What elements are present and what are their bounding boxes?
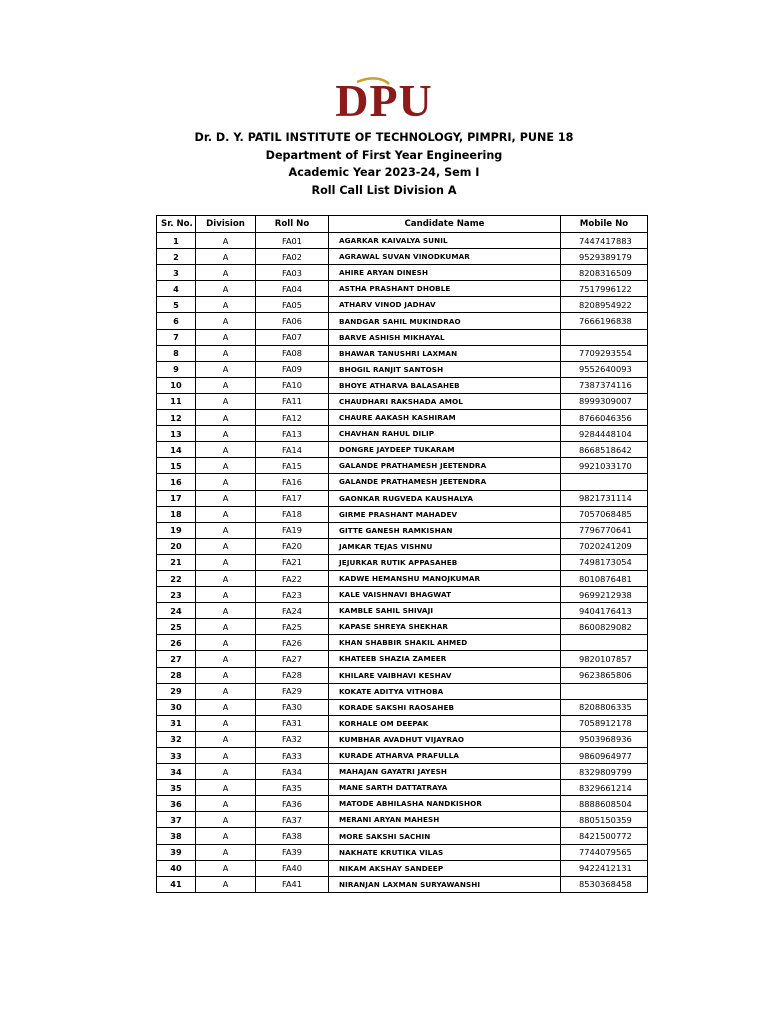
cell-mobile-no: 8888608504 <box>561 796 648 812</box>
cell-sr-no: 16 <box>157 474 196 490</box>
table-row <box>157 538 648 554</box>
cell-candidate-name: GALANDE PRATHAMESH JEETENDRA <box>329 474 561 490</box>
column-header-candidate-name: Candidate Name <box>329 216 561 233</box>
cell-sr-no: 15 <box>157 458 196 474</box>
cell-division: A <box>196 522 256 538</box>
cell-roll-no: FA28 <box>256 667 329 683</box>
cell-division: A <box>196 490 256 506</box>
cell-candidate-name: KAPASE SHREYA SHEKHAR <box>329 619 561 635</box>
cell-division: A <box>196 426 256 442</box>
cell-candidate-name: KORADE SAKSHI RAOSAHEB <box>329 699 561 715</box>
cell-mobile-no: 8999309007 <box>561 393 648 409</box>
cell-sr-no: 32 <box>157 731 196 747</box>
cell-sr-no: 36 <box>157 796 196 812</box>
cell-mobile-no: 7020241209 <box>561 538 648 554</box>
cell-sr-no: 39 <box>157 844 196 860</box>
cell-sr-no: 13 <box>157 426 196 442</box>
cell-division: A <box>196 265 256 281</box>
dpu-logo-mark <box>319 74 449 124</box>
cell-division: A <box>196 699 256 715</box>
cell-mobile-no: 8208954922 <box>561 297 648 313</box>
cell-roll-no: FA13 <box>256 426 329 442</box>
table-row <box>157 410 648 426</box>
cell-candidate-name: DONGRE JAYDEEP TUKARAM <box>329 442 561 458</box>
cell-roll-no: FA29 <box>256 683 329 699</box>
cell-division: A <box>196 281 256 297</box>
cell-roll-no: FA14 <box>256 442 329 458</box>
cell-roll-no: FA11 <box>256 393 329 409</box>
cell-candidate-name: KOKATE ADITYA VITHOBA <box>329 683 561 699</box>
table-row <box>157 812 648 828</box>
cell-roll-no: FA33 <box>256 748 329 764</box>
table-row <box>157 249 648 265</box>
cell-roll-no: FA17 <box>256 490 329 506</box>
cell-sr-no: 27 <box>157 651 196 667</box>
cell-sr-no: 4 <box>157 281 196 297</box>
cell-mobile-no <box>561 683 648 699</box>
cell-mobile-no <box>561 635 648 651</box>
table-row <box>157 265 648 281</box>
cell-candidate-name: CHAVHAN RAHUL DILIP <box>329 426 561 442</box>
table-row <box>157 297 648 313</box>
cell-roll-no: FA25 <box>256 619 329 635</box>
cell-roll-no: FA05 <box>256 297 329 313</box>
list-title: Roll Call List Division A <box>311 184 457 198</box>
table-row <box>157 313 648 329</box>
cell-mobile-no <box>561 474 648 490</box>
logo-text: DPU <box>335 75 433 124</box>
column-header-division: Division <box>196 216 256 233</box>
cell-roll-no: FA23 <box>256 587 329 603</box>
cell-division: A <box>196 748 256 764</box>
table-row <box>157 748 648 764</box>
table-header-row <box>157 216 648 233</box>
cell-candidate-name: GALANDE PRATHAMESH JEETENDRA <box>329 458 561 474</box>
cell-roll-no: FA40 <box>256 860 329 876</box>
cell-candidate-name: NAKHATE KRUTIKA VILAS <box>329 844 561 860</box>
cell-division: A <box>196 313 256 329</box>
table-row <box>157 426 648 442</box>
column-header-roll-no: Roll No <box>256 216 329 233</box>
cell-candidate-name: MERANI ARYAN MAHESH <box>329 812 561 828</box>
table-row <box>157 393 648 409</box>
cell-division: A <box>196 715 256 731</box>
cell-division: A <box>196 651 256 667</box>
cell-roll-no: FA12 <box>256 410 329 426</box>
cell-candidate-name: KAMBLE SAHIL SHIVAJI <box>329 603 561 619</box>
cell-candidate-name: CHAURE AAKASH KASHIRAM <box>329 410 561 426</box>
cell-candidate-name: BARVE ASHISH MIKHAYAL <box>329 329 561 345</box>
table-row <box>157 667 648 683</box>
cell-sr-no: 17 <box>157 490 196 506</box>
cell-division: A <box>196 442 256 458</box>
cell-division: A <box>196 458 256 474</box>
academic-year: Academic Year 2023-24, Sem I <box>288 166 480 180</box>
cell-mobile-no: 8600829082 <box>561 619 648 635</box>
cell-division: A <box>196 297 256 313</box>
cell-division: A <box>196 812 256 828</box>
table-row <box>157 828 648 844</box>
cell-mobile-no: 7058912178 <box>561 715 648 731</box>
cell-candidate-name: MORE SAKSHI SACHIN <box>329 828 561 844</box>
cell-candidate-name: KHILARE VAIBHAVI KESHAV <box>329 667 561 683</box>
cell-roll-no: FA16 <box>256 474 329 490</box>
cell-roll-no: FA02 <box>256 249 329 265</box>
table-row <box>157 281 648 297</box>
table-row <box>157 699 648 715</box>
cell-mobile-no: 8329661214 <box>561 780 648 796</box>
table-row <box>157 506 648 522</box>
cell-roll-no: FA24 <box>256 603 329 619</box>
cell-sr-no: 11 <box>157 393 196 409</box>
cell-division: A <box>196 860 256 876</box>
cell-candidate-name: MAHAJAN GAYATRI JAYESH <box>329 764 561 780</box>
cell-candidate-name: KADWE HEMANSHU MANOJKUMAR <box>329 570 561 586</box>
table-row <box>157 233 648 249</box>
cell-mobile-no: 7744079565 <box>561 844 648 860</box>
cell-candidate-name: ATHARV VINOD JADHAV <box>329 297 561 313</box>
cell-mobile-no: 8329809799 <box>561 764 648 780</box>
cell-candidate-name: MATODE ABHILASHA NANDKISHOR <box>329 796 561 812</box>
cell-roll-no: FA10 <box>256 377 329 393</box>
department-name: Department of First Year Engineering <box>265 148 503 162</box>
table-row <box>157 570 648 586</box>
table-row <box>157 522 648 538</box>
cell-sr-no: 12 <box>157 410 196 426</box>
table-row <box>157 780 648 796</box>
cell-mobile-no: 8805150359 <box>561 812 648 828</box>
table-row <box>157 796 648 812</box>
table-row <box>157 683 648 699</box>
cell-division: A <box>196 780 256 796</box>
cell-division: A <box>196 345 256 361</box>
cell-sr-no: 14 <box>157 442 196 458</box>
cell-candidate-name: NIKAM AKSHAY SANDEEP <box>329 860 561 876</box>
cell-sr-no: 26 <box>157 635 196 651</box>
cell-division: A <box>196 506 256 522</box>
cell-mobile-no: 9284448104 <box>561 426 648 442</box>
cell-mobile-no: 7517996122 <box>561 281 648 297</box>
cell-roll-no: FA32 <box>256 731 329 747</box>
cell-sr-no: 31 <box>157 715 196 731</box>
cell-division: A <box>196 538 256 554</box>
table-row <box>157 715 648 731</box>
cell-sr-no: 5 <box>157 297 196 313</box>
cell-candidate-name: AGARKAR KAIVALYA SUNIL <box>329 233 561 249</box>
table-body <box>157 233 648 893</box>
cell-sr-no: 7 <box>157 329 196 345</box>
cell-candidate-name: MANE SARTH DATTATRAYA <box>329 780 561 796</box>
cell-sr-no: 2 <box>157 249 196 265</box>
table-row <box>157 635 648 651</box>
cell-candidate-name: BHOYE ATHARVA BALASAHEB <box>329 377 561 393</box>
cell-roll-no: FA07 <box>256 329 329 345</box>
cell-sr-no: 30 <box>157 699 196 715</box>
cell-division: A <box>196 828 256 844</box>
cell-roll-no: FA19 <box>256 522 329 538</box>
cell-candidate-name: KURADE ATHARVA PRAFULLA <box>329 748 561 764</box>
table-row <box>157 361 648 377</box>
cell-sr-no: 34 <box>157 764 196 780</box>
cell-division: A <box>196 329 256 345</box>
cell-division: A <box>196 619 256 635</box>
cell-roll-no: FA35 <box>256 780 329 796</box>
cell-sr-no: 41 <box>157 876 196 892</box>
cell-mobile-no: 8208806335 <box>561 699 648 715</box>
cell-sr-no: 8 <box>157 345 196 361</box>
cell-roll-no: FA04 <box>256 281 329 297</box>
cell-mobile-no: 8530368458 <box>561 876 648 892</box>
table-row <box>157 844 648 860</box>
cell-division: A <box>196 587 256 603</box>
table-row <box>157 876 648 892</box>
cell-roll-no: FA30 <box>256 699 329 715</box>
cell-candidate-name: CHAUDHARI RAKSHADA AMOL <box>329 393 561 409</box>
cell-sr-no: 40 <box>157 860 196 876</box>
cell-division: A <box>196 731 256 747</box>
cell-candidate-name: JEJURKAR RUTIK APPASAHEB <box>329 554 561 570</box>
cell-mobile-no: 7387374116 <box>561 377 648 393</box>
table-row <box>157 619 648 635</box>
cell-sr-no: 18 <box>157 506 196 522</box>
table-row <box>157 587 648 603</box>
cell-candidate-name: GIRME PRASHANT MAHADEV <box>329 506 561 522</box>
cell-candidate-name: BANDGAR SAHIL MUKINDRAO <box>329 313 561 329</box>
cell-mobile-no: 8208316509 <box>561 265 648 281</box>
cell-mobile-no: 7057068485 <box>561 506 648 522</box>
cell-division: A <box>196 410 256 426</box>
cell-candidate-name: NIRANJAN LAXMAN SURYAWANSHI <box>329 876 561 892</box>
cell-mobile-no: 9623865806 <box>561 667 648 683</box>
table-row <box>157 764 648 780</box>
table-row <box>157 329 648 345</box>
cell-sr-no: 37 <box>157 812 196 828</box>
cell-mobile-no: 8421500772 <box>561 828 648 844</box>
table-row <box>157 377 648 393</box>
cell-sr-no: 22 <box>157 570 196 586</box>
cell-sr-no: 29 <box>157 683 196 699</box>
cell-division: A <box>196 683 256 699</box>
cell-mobile-no: 9820107857 <box>561 651 648 667</box>
cell-candidate-name: KALE VAISHNAVI BHAGWAT <box>329 587 561 603</box>
cell-candidate-name: AHIRE ARYAN DINESH <box>329 265 561 281</box>
cell-mobile-no: 9921033170 <box>561 458 648 474</box>
cell-division: A <box>196 844 256 860</box>
cell-roll-no: FA09 <box>256 361 329 377</box>
table-row <box>157 458 648 474</box>
cell-roll-no: FA36 <box>256 796 329 812</box>
cell-mobile-no: 8668518642 <box>561 442 648 458</box>
table-row <box>157 490 648 506</box>
cell-sr-no: 23 <box>157 587 196 603</box>
table-row <box>157 731 648 747</box>
cell-mobile-no: 8766046356 <box>561 410 648 426</box>
cell-roll-no: FA03 <box>256 265 329 281</box>
cell-division: A <box>196 474 256 490</box>
cell-sr-no: 33 <box>157 748 196 764</box>
cell-sr-no: 1 <box>157 233 196 249</box>
cell-sr-no: 3 <box>157 265 196 281</box>
document-header <box>0 129 768 200</box>
cell-mobile-no: 9699212938 <box>561 587 648 603</box>
column-header-mobile-no: Mobile No <box>561 216 648 233</box>
cell-sr-no: 35 <box>157 780 196 796</box>
cell-mobile-no: 9529389179 <box>561 249 648 265</box>
cell-candidate-name: BHOGIL RANJIT SANTOSH <box>329 361 561 377</box>
cell-roll-no: FA15 <box>256 458 329 474</box>
cell-candidate-name: AGRAWAL SUVAN VINODKUMAR <box>329 249 561 265</box>
column-header-sr-no: Sr. No. <box>157 216 196 233</box>
institute-name: Dr. D. Y. PATIL INSTITUTE OF TECHNOLOGY, PIMPRI, PUNE 18 <box>194 131 574 144</box>
cell-candidate-name: KHATEEB SHAZIA ZAMEER <box>329 651 561 667</box>
cell-roll-no: FA34 <box>256 764 329 780</box>
cell-sr-no: 10 <box>157 377 196 393</box>
cell-division: A <box>196 635 256 651</box>
cell-roll-no: FA38 <box>256 828 329 844</box>
cell-roll-no: FA01 <box>256 233 329 249</box>
cell-mobile-no: 7666196838 <box>561 313 648 329</box>
table-row <box>157 860 648 876</box>
cell-division: A <box>196 393 256 409</box>
cell-division: A <box>196 570 256 586</box>
cell-mobile-no: 9821731114 <box>561 490 648 506</box>
cell-mobile-no: 9404176413 <box>561 603 648 619</box>
cell-roll-no: FA26 <box>256 635 329 651</box>
cell-division: A <box>196 233 256 249</box>
cell-division: A <box>196 554 256 570</box>
cell-roll-no: FA21 <box>256 554 329 570</box>
cell-candidate-name: GAONKAR RUGVEDA KAUSHALYA <box>329 490 561 506</box>
cell-division: A <box>196 377 256 393</box>
cell-roll-no: FA39 <box>256 844 329 860</box>
table-row <box>157 603 648 619</box>
cell-sr-no: 21 <box>157 554 196 570</box>
cell-candidate-name: JAMKAR TEJAS VISHNU <box>329 538 561 554</box>
cell-candidate-name: KUMBHAR AVADHUT VIJAYRAO <box>329 731 561 747</box>
cell-mobile-no: 9422412131 <box>561 860 648 876</box>
cell-division: A <box>196 249 256 265</box>
cell-sr-no: 19 <box>157 522 196 538</box>
cell-mobile-no: 8010876481 <box>561 570 648 586</box>
cell-division: A <box>196 764 256 780</box>
cell-sr-no: 38 <box>157 828 196 844</box>
cell-roll-no: FA06 <box>256 313 329 329</box>
cell-sr-no: 25 <box>157 619 196 635</box>
cell-roll-no: FA41 <box>256 876 329 892</box>
cell-mobile-no: 7447417883 <box>561 233 648 249</box>
table-row <box>157 345 648 361</box>
cell-candidate-name: KHAN SHABBIR SHAKIL AHMED <box>329 635 561 651</box>
cell-mobile-no: 7498173054 <box>561 554 648 570</box>
cell-roll-no: FA08 <box>256 345 329 361</box>
cell-sr-no: 20 <box>157 538 196 554</box>
cell-sr-no: 9 <box>157 361 196 377</box>
cell-division: A <box>196 667 256 683</box>
cell-mobile-no <box>561 329 648 345</box>
cell-mobile-no: 9860964977 <box>561 748 648 764</box>
table-row <box>157 651 648 667</box>
cell-roll-no: FA18 <box>256 506 329 522</box>
cell-candidate-name: GITTE GANESH RAMKISHAN <box>329 522 561 538</box>
cell-sr-no: 28 <box>157 667 196 683</box>
cell-candidate-name: BHAWAR TANUSHRI LAXMAN <box>329 345 561 361</box>
cell-mobile-no: 7709293554 <box>561 345 648 361</box>
cell-mobile-no: 9503968936 <box>561 731 648 747</box>
cell-roll-no: FA31 <box>256 715 329 731</box>
cell-division: A <box>196 361 256 377</box>
cell-sr-no: 6 <box>157 313 196 329</box>
table-row <box>157 442 648 458</box>
cell-roll-no: FA37 <box>256 812 329 828</box>
cell-roll-no: FA22 <box>256 570 329 586</box>
cell-mobile-no: 9552640093 <box>561 361 648 377</box>
cell-candidate-name: ASTHA PRASHANT DHOBLE <box>329 281 561 297</box>
dpu-logo <box>0 74 768 126</box>
cell-sr-no: 24 <box>157 603 196 619</box>
roll-call-table <box>156 215 648 893</box>
cell-division: A <box>196 603 256 619</box>
cell-division: A <box>196 876 256 892</box>
table-row <box>157 474 648 490</box>
cell-roll-no: FA20 <box>256 538 329 554</box>
cell-division: A <box>196 796 256 812</box>
cell-candidate-name: KORHALE OM DEEPAK <box>329 715 561 731</box>
cell-mobile-no: 7796770641 <box>561 522 648 538</box>
table-row <box>157 554 648 570</box>
cell-roll-no: FA27 <box>256 651 329 667</box>
